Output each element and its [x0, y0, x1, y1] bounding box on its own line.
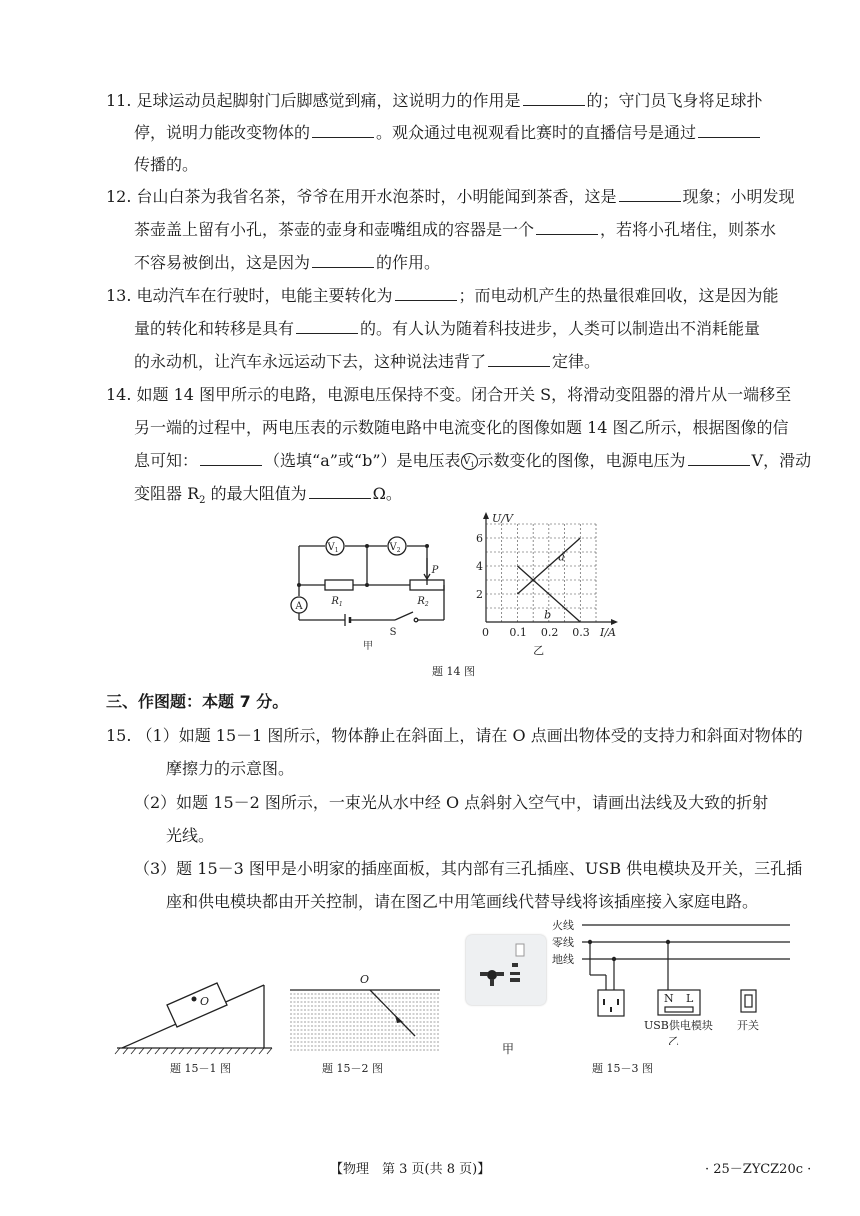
svg-text:N: N [664, 992, 674, 1005]
q13-blank3[interactable] [488, 350, 550, 367]
graph-labels [476, 512, 616, 657]
svg-text:R1: $R_1$ [331, 596, 343, 608]
series-b-label: b [544, 608, 552, 622]
fig14-caption: 题 14 图 [432, 665, 475, 678]
q14-blank3[interactable] [309, 482, 371, 499]
q12-blank2[interactable] [536, 218, 598, 235]
switch-box [741, 990, 756, 1012]
q15-line6: 座和供电模块都由开关控制，请在图乙中用笔画线代替导线将该插座接入家庭电路。 [166, 892, 759, 911]
svg-text:P: P [431, 565, 439, 576]
x-tick-label: 0.3 [572, 626, 590, 639]
q11-line1: 11. 足球运动员起脚射门后脚感觉到痛，这说明力的作用是 的；守门员飞身将足球扑 [106, 91, 763, 110]
svg-text:S: S [389, 627, 397, 638]
svg-text:零线: 零线 [552, 936, 574, 949]
block-on-incline [167, 983, 227, 1027]
q15-line5: （3）题 15－3 图甲是小明家的插座面板，其内部有三孔插座、USB 供电模块及开关，三孔插 [134, 859, 803, 878]
q14-blank1[interactable] [200, 449, 262, 466]
x-axis-arrow [611, 619, 618, 625]
three-hole-socket [598, 990, 624, 1016]
fig15-2-water [290, 972, 445, 1057]
q15-line3: （2）如题 15－2 图所示，一束光从水中经 O 点斜射入空气中，请画出法线及大致的折射 [134, 793, 769, 812]
fig15-1-incline [112, 965, 282, 1060]
incident-ray [370, 990, 415, 1036]
x-tick-label: 0.2 [540, 626, 559, 639]
svg-text:V1: $V_1$ [327, 542, 339, 554]
series-a-label: a [558, 550, 565, 564]
svg-text:O: O [360, 973, 370, 986]
point-o [192, 997, 197, 1002]
q12-line1: 12. 台山白茶为我省名茶，爷爷在用开水泡茶时，小明能闻到茶香，这是 现象；小明发现 [106, 187, 795, 206]
graph-caption-yi: 乙 [533, 644, 545, 657]
x-tick-label: 0.1 [509, 626, 527, 639]
q14-line2: 另一端的过程中，两电压表的示数随电路中电流变化的图像如题 14 图乙所示，根据图像的信 [134, 418, 789, 437]
r1-resistor [325, 580, 353, 590]
y-axis-label: U/V [492, 512, 513, 525]
fig15-3-wiring [548, 915, 798, 1045]
q11-blank2[interactable] [312, 121, 374, 138]
q12-blank1[interactable] [619, 185, 681, 202]
q15-line1: 15. （1）如题 15－1 图所示，物体静止在斜面上，请在 O 点画出物体受的支持力和斜面对物体的 [106, 726, 803, 745]
q12-blank3[interactable] [312, 251, 374, 268]
q14-line3: 息可知： （选填“a”或“b”）是电压表 $V_1$ 示数变化的图像，电源电压为 V，滑动 [134, 451, 812, 470]
q12-line3: 不容易被倒出，这是因为 的作用。 [134, 253, 441, 272]
svg-text:地线: 地线 [552, 953, 574, 966]
fig15-1-caption: 题 15－1 图 [170, 1062, 231, 1075]
fig15-2-caption: 题 15－2 图 [322, 1062, 383, 1075]
q13-line2: 量的转化和转移是具有 的。有人认为随着科技进步，人类可以制造出不消耗能量 [134, 319, 761, 338]
y-tick-label: 4 [476, 560, 483, 573]
water-hatching [290, 994, 440, 1050]
svg-text:L: L [686, 992, 694, 1005]
svg-text:火线: 火线 [552, 919, 574, 932]
q11-blank3[interactable] [698, 121, 760, 138]
q12-line2: 茶壶盖上留有小孔，茶壶的壶身和壶嘴组成的容器是一个 ，若将小孔堵住，则茶水 [134, 220, 777, 239]
svg-text:V2: $V_2$ [389, 542, 401, 554]
q11-blank1[interactable] [523, 89, 585, 106]
q15-line4: 光线。 [166, 826, 215, 845]
y-tick-label: 2 [476, 588, 483, 601]
voltmeter-v1-symbol: $V_1$ [461, 453, 478, 470]
svg-text:USB供电模块: USB供电模块 [644, 1019, 713, 1032]
q13-blank2[interactable] [296, 317, 358, 334]
fig15-3-caption: 题 15－3 图 [592, 1062, 653, 1075]
x-axis-label: I/A [600, 626, 616, 639]
y-tick-label: 6 [476, 532, 483, 545]
q11-line2: 停，说明力能改变物体的 。观众通过电视观看比赛时的直播信号是通过 [134, 120, 762, 143]
socket-panel-image [466, 935, 546, 1005]
section3-title: 三、作图题：本题 7 分。 [106, 692, 289, 711]
svg-text:R2: $R_2$ [417, 596, 429, 608]
svg-text:乙: 乙 [668, 1035, 679, 1045]
q13-blank1[interactable] [395, 284, 457, 301]
fig14-graph [470, 510, 620, 658]
q14-blank2[interactable] [688, 449, 750, 466]
q14-line4: 变阻器 $R_2$ 的最大阻值为 Ω。 [134, 484, 402, 507]
q15-line2: 摩擦力的示意图。 [166, 759, 295, 778]
q11-line3: 传播的。 [134, 155, 199, 174]
panel-switch [516, 944, 524, 956]
footer-page-number: 【物理 第 3 页(共 8 页)】 [330, 1162, 491, 1177]
fig15-3-jia-label: 甲 [502, 1042, 515, 1056]
q14-line1: 14. 如题 14 图甲所示的电路，电源电压保持不变。闭合开关 S，将滑动变阻器的滑片从一端移至 [106, 385, 792, 404]
svg-text:甲: 甲 [363, 641, 373, 652]
q13-line3: 的永动机，让汽车永远运动下去，这种说法违背了 定律。 [134, 352, 601, 371]
fig14-circuit [285, 528, 450, 653]
svg-text:A: A [295, 601, 303, 612]
y-axis-arrow [483, 512, 489, 519]
svg-text:开关: 开关 [737, 1019, 759, 1032]
footer-code: · 25－ZYCZ20c · [705, 1162, 812, 1177]
x-tick-label: 0 [482, 626, 489, 639]
svg-text:O: O [200, 995, 210, 1008]
q13-line1: 13. 电动汽车在行驶时，电能主要转化为 ；而电动机产生的热量很难回收，这是因为能 [106, 286, 779, 305]
